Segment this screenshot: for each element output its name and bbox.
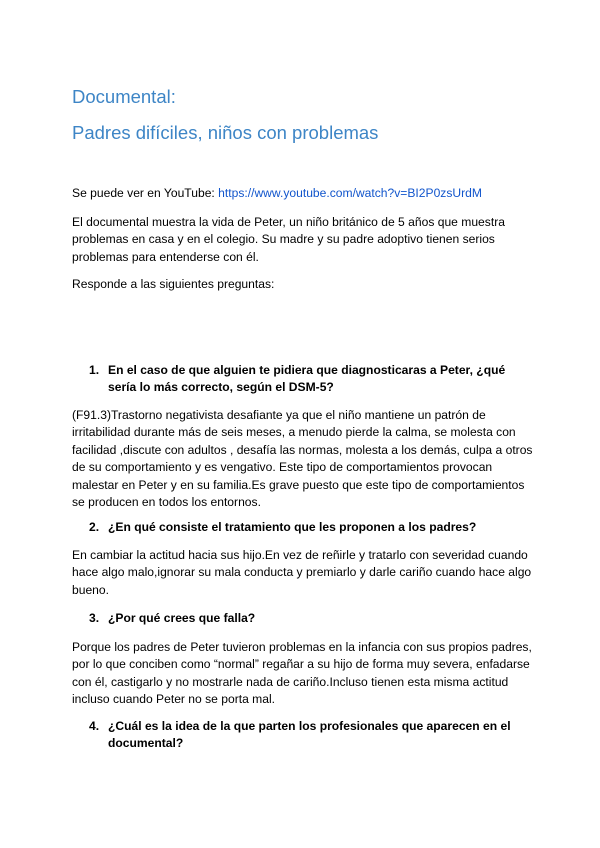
answer-3: Porque los padres de Peter tuvieron problemas en la infancia con sus propios padres, por lo que conciben como “normal” regañar a su hijo de forma muy severa, enfadarse con él, castigarlo y no mostrarle nada de cariño.Incluso tienen esta misma actitud incluso cuando Peter no se porta mal.	[72, 640, 532, 707]
youtube-line	[72, 185, 534, 202]
question-4	[89, 718, 529, 753]
question-2	[89, 519, 529, 536]
question-number: 4.	[89, 719, 100, 733]
question-number: 3.	[89, 611, 100, 625]
answer-1: (F91.3)Trastorno negativista desafiante ya que el niño mantiene un patrón de irritabilidad durante más de seis meses, a menudo pierde la calma, se molesta con facilidad ,discute con adultos , desafía las normas, molesta a los demás, culpa a otros de su comportamiento y es vengativo. Este tipo de comportamientos provocan malestar en Peter y en su familia.Es grave puesto que este tipo de comportamientos se producen en todos los entornos.	[72, 408, 533, 510]
document-title: Documental:	[72, 86, 176, 107]
question-number: 1.	[89, 363, 100, 377]
intro-paragraph: El documental muestra la vida de Peter, un niño británico de 5 años que muestra problemas en casa y en el colegio. Su madre y su padre adoptivo tienen serios problemas para entenderse con él.	[72, 215, 505, 264]
question-text: En el caso de que alguien te pidiera que diagnosticaras a Peter, ¿qué sería lo más correcto, según el DSM-5?	[108, 363, 506, 395]
question-1	[89, 362, 529, 397]
youtube-label: Se puede ver en YouTube:	[72, 186, 219, 200]
question-3	[89, 610, 529, 627]
question-text: ¿Por qué crees que falla?	[108, 611, 256, 625]
answer-2: En cambiar la actitud hacia sus hijo.En vez de reñirle y tratarlo con severidad cuando hace algo malo,ignorar su mala conducta y premiarlo y darle cariño cuando hace algo bueno.	[72, 548, 532, 597]
instruction-text: Responde a las siguientes preguntas:	[72, 277, 275, 291]
document-subtitle: Padres difíciles, niños con problemas	[72, 122, 379, 143]
youtube-link[interactable]: https://www.youtube.com/watch?v=BI2P0zsUrdM	[218, 186, 482, 200]
question-text: ¿En qué consiste el tratamiento que les proponen a los padres?	[108, 520, 477, 534]
question-number: 2.	[89, 520, 100, 534]
question-text: ¿Cuál es la idea de la que parten los profesionales que aparecen en el documental?	[108, 719, 511, 751]
